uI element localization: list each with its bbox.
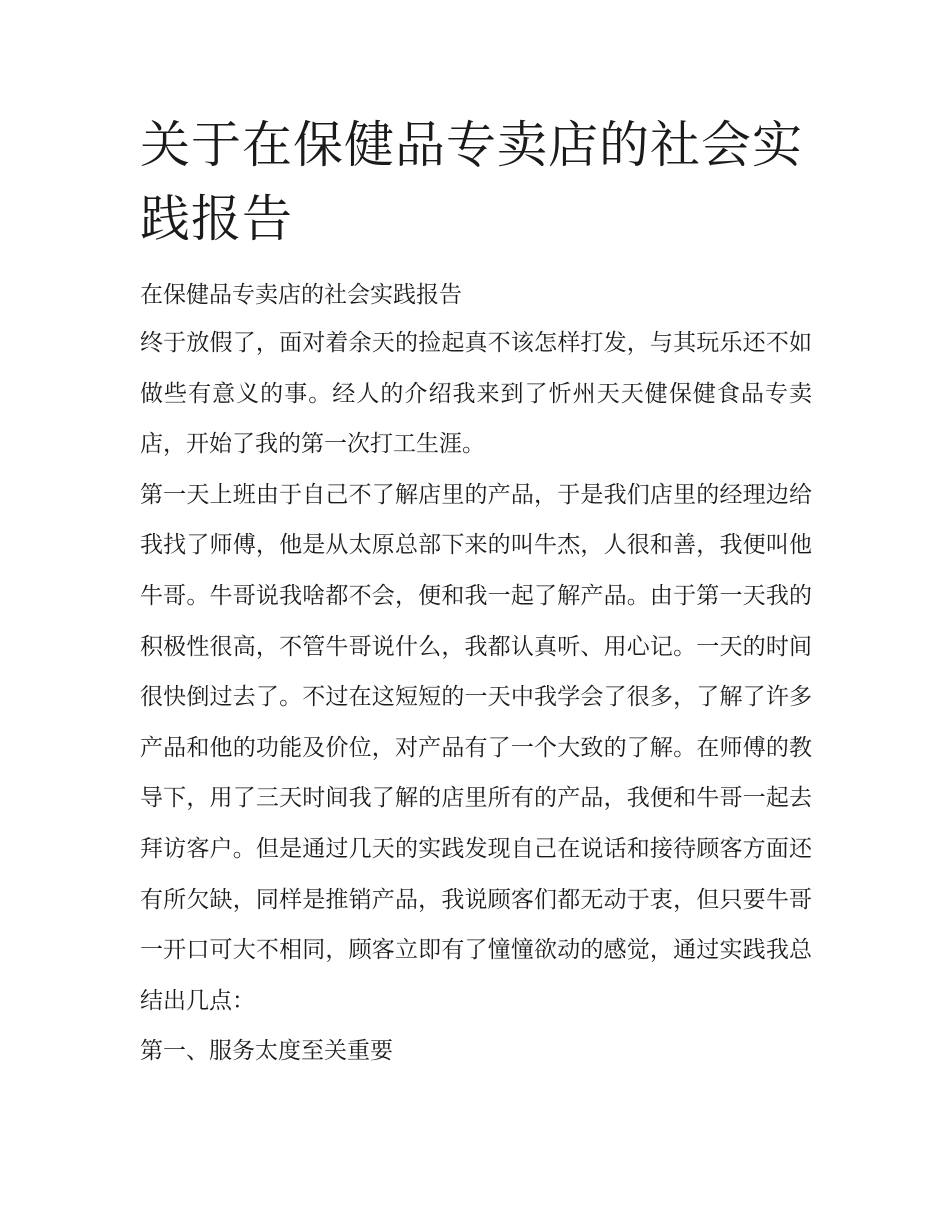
document-page — [140, 108, 812, 1077]
document-title: 关于在保健品专卖店的社会实践报告 — [140, 116, 803, 248]
paragraph-intro: 终于放假了，面对着余天的捡起真不该怎样打发，与其玩乐还不如做些有意义的事。经人的介绍我来到了忻州天天健保健食品专卖店，开始了我的第一次打工生涯。 — [140, 330, 812, 458]
paragraph-first-day: 第一天上班由于自己不了解店里的产品，于是我们店里的经理边给我找了师傅，他是从太原总部下来的叫牛杰，人很和善，我便叫他牛哥。牛哥说我啥都不会，便和我一起了解产品。由于第一天我的积极性很高，不管牛哥说什么，我都认真听、用心记。一天的时间很快倒过去了。不过在这短短的一天中我学会了很多，了解了许多产品和他的功能及价位，对产品有了一个大致的了解。在师傅的教导下，用了三天时间我了解的店里所有的产品，我便和牛哥一起去拜访客户。但是通过几天的实践发现自己在说话和接待顾客方面还有所欠缺，同样是推销产品，我说顾客们都无动于衷，但只要牛哥一开口可大不相同，顾客立即有了憧憧欲动的感觉，通过实践我总结出几点： — [140, 481, 812, 1014]
document-subtitle: 在保健品专卖店的社会实践报告 — [140, 282, 462, 308]
section-heading-service-attitude: 第一、服务太度至关重要 — [140, 1038, 393, 1065]
